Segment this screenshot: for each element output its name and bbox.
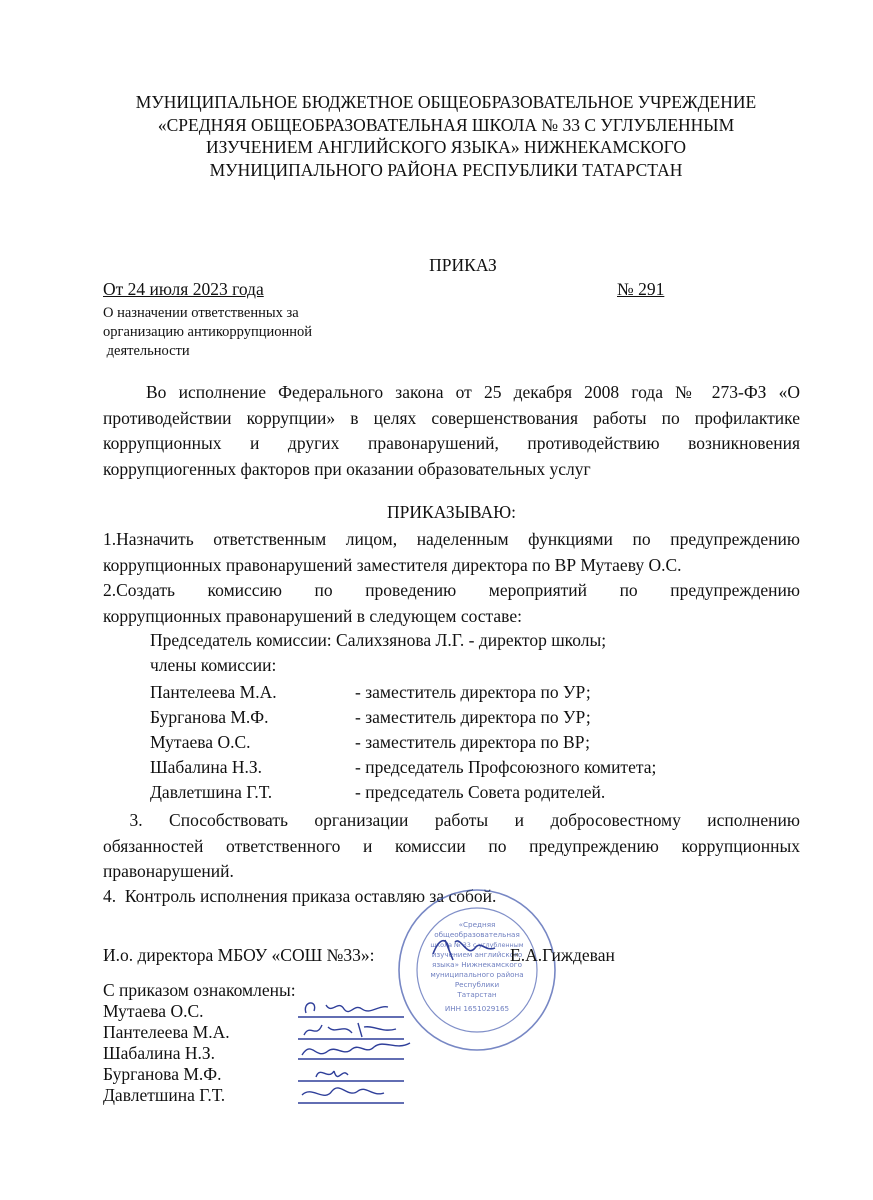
member-role: - председатель Профсоюзного комитета; [355,757,657,777]
preamble-line: коррупционных и других правонарушений, противодействию возникновения [103,433,800,453]
order-title: ПРИКАЗ [429,255,497,275]
preamble-line: Во исполнение Федерального закона от 25 декабря 2008 года № 273-ФЗ «О [146,382,800,402]
member-role: - заместитель директора по УР; [355,707,591,727]
director-signature [425,930,515,970]
item-1 [103,527,800,578]
item-3-line: обязанностей ответственного и комиссии по предупреждению коррупционных [103,835,800,856]
member-role: - заместитель директора по ВР; [355,732,590,752]
subject-line: организацию антикоррупционной [103,324,313,340]
item-1-line: 1.Назначить ответственным лицом, наделенным функциями по предупреждению [103,529,800,549]
stamp-text: муниципального района [430,970,524,979]
header-line: МУНИЦИПАЛЬНОГО РАЙОНА РЕСПУБЛИКИ ТАТАРСТАН [209,159,683,180]
signatory-name: Е.А.Гиждеван [510,945,615,965]
item-3-line: правонарушений. [103,861,234,881]
member-role: - председатель Совета родителей. [355,782,606,802]
item-2-line: 2.Создать комиссию по проведению мероприятий по предупреждению [103,580,800,600]
subject-line: О назначении ответственных за [103,305,299,321]
ack-name: Шабалина Н.З. [103,1043,216,1063]
item-4-line: 4. Контроль исполнения приказа оставляю за собой. [103,886,497,906]
stamp-text: языка» Нижнекамского [432,960,522,969]
header-line: ИЗУЧЕНИЕМ АНГЛИЙСКОГО ЯЗЫКА» НИЖНЕКАМСКОГО [206,137,686,157]
signatory-position: И.о. директора МБОУ «СОШ №33»: [103,945,375,965]
order-date: От 24 июля 2023 года [103,279,264,299]
member-name: Мутаева О.С. [150,732,251,752]
commission-chair: Председатель комиссии: Салихзянова Л.Г. - директор школы; [150,630,607,650]
preamble-line: противодействии коррупции» в целях совершенствования работы по профилактике [103,407,800,428]
member-name: Давлетшина Г.Т. [150,782,273,802]
item-2 [103,578,800,629]
stamp-text: «Средняя [458,920,496,929]
stamp-text: изучением английского [431,950,523,959]
header-line: МУНИЦИПАЛЬНОЕ БЮДЖЕТНОЕ ОБЩЕОБРАЗОВАТЕЛЬНОЕ УЧРЕЖДЕНИЕ [135,92,757,112]
header-line: «СРЕДНЯЯ ОБЩЕОБРАЗОВАТЕЛЬНАЯ ШКОЛА № 33 С УГЛУБЛЕННЫМ [157,114,735,135]
decree-heading: ПРИКАЗЫВАЮ: [387,502,516,522]
member-name: Бурганова М.Ф. [150,707,269,727]
institution-header [90,91,802,181]
stamp-text: Татарстан [457,990,497,999]
stamp-text: Республики [454,980,500,989]
member-name: Пантелеева М.А. [150,682,277,702]
order-number: № 291 [617,279,665,299]
ack-name: Пантелеева М.А. [103,1022,230,1042]
member-name: Шабалина Н.З. [150,757,263,777]
ack-name: Давлетшина Г.Т. [103,1085,226,1105]
item-1-line: коррупционных правонарушений заместителя директора по ВР Мутаеву О.С. [103,554,682,575]
acknowledgement-signatures [292,995,442,1110]
item-2-line: коррупционных правонарушений в следующем составе: [103,605,522,626]
preamble-paragraph [103,380,800,482]
order-subject [103,304,312,361]
ack-name: Бурганова М.Ф. [103,1064,222,1084]
stamp-text: общеобразовательная [434,930,520,939]
stamp-text: ИНН 1651029165 [444,1004,510,1013]
acknowledgement-label: С приказом ознакомлены: [103,980,296,1000]
commission-members-label: члены комиссии: [150,655,277,675]
subject-line: деятельности [103,343,190,359]
preamble-line: коррупциогенных факторов при оказании образовательных услуг [103,458,591,479]
item-3-line: 3. Способствовать организации работы и добросовестному исполнению [103,810,800,830]
stamp-text: школа № 33 с углубленным [430,941,524,949]
item-3 [103,808,800,885]
member-role: - заместитель директора по УР; [355,682,591,702]
ack-name: Мутаева О.С. [103,1001,204,1021]
